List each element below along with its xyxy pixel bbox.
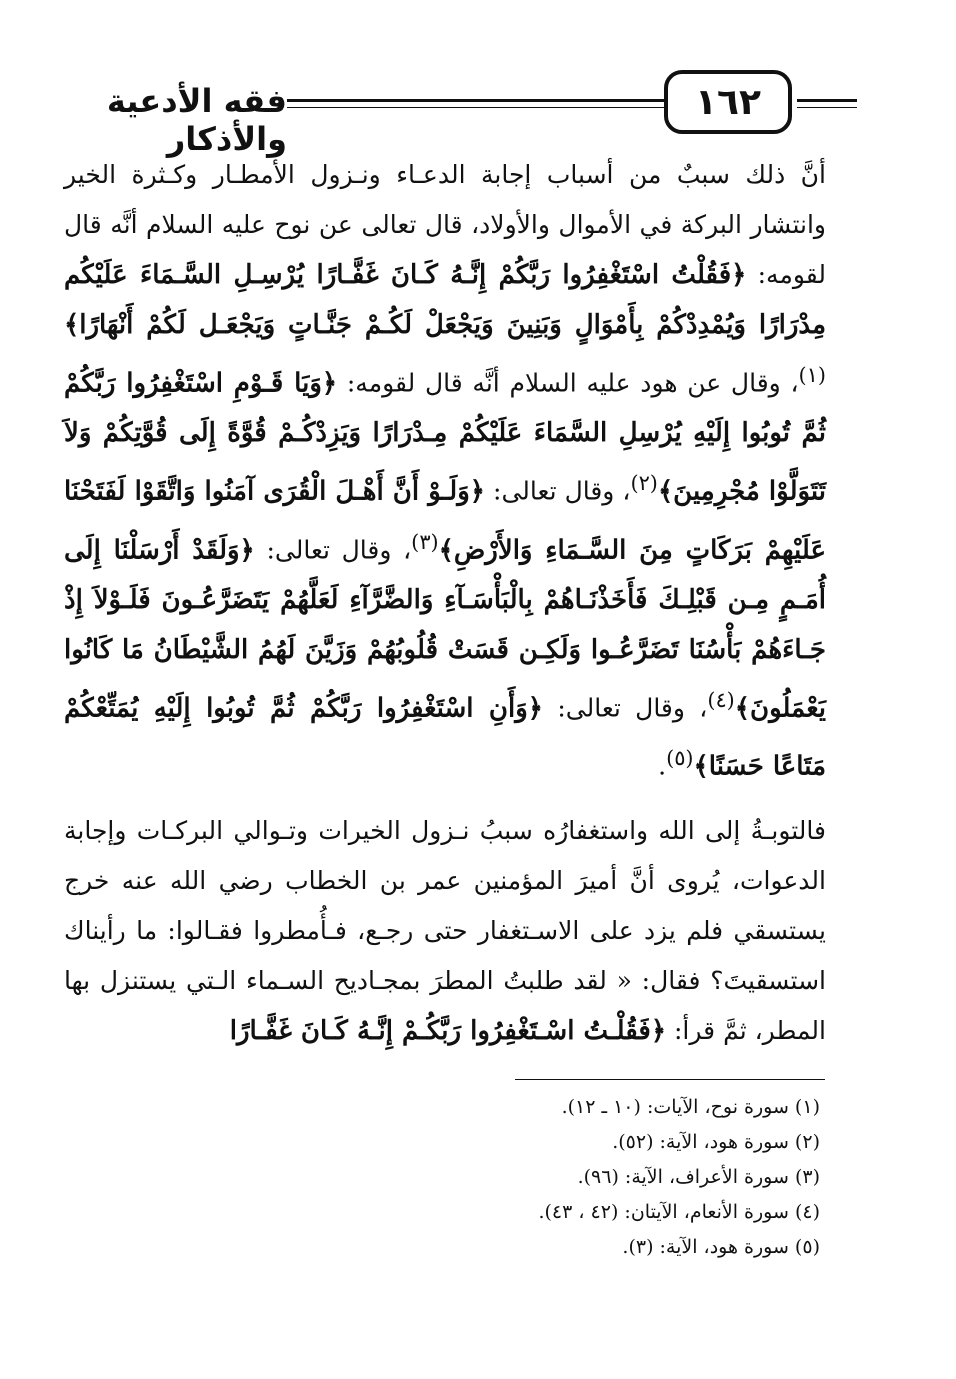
- footnote: (٣) سورة الأعراف، الآية: (٩٦).: [577, 1166, 820, 1188]
- footnote-ref: (١): [798, 363, 826, 387]
- quran-verse: ﴿وَأَنِ اسْتَغْفِرُوا رَبَّكُمْ ثُمَّ تُوبُوا إِلَيْهِ يُمَتِّعْكُمْ مَتَاعًا حَسَنًا﴾: [64, 693, 826, 782]
- footnote-ref: (٥): [666, 746, 694, 771]
- footnote: (٢) سورة هود، الآية: (٥٢).: [612, 1131, 820, 1153]
- footnote-ref: (٢): [630, 471, 658, 496]
- quran-verse: ﴿فَقُلْتُ اسْتَغْفِرُوا رَبَّكُمْ إِنَّـهُ كَـانَ غَفَّـارًا يُرْسِـلِ السَّـمَاءَ عَلَيْكُم مِدْرَارًا وَيُمْدِدْكُمْ بِأَمْوَالٍ وَبَنِينَ وَيَجْعَلْ لَكُـمْ جَنَّـاتٍ وَيَجْعَـل لَكُمْ أَنْهَارًا﴾: [64, 260, 826, 340]
- footnote-ref: (٤): [707, 687, 735, 712]
- text-segment: أنَّ ذلك سببٌ من أسباب إجابة الدعـاء ونـزول الأمطـار وكـثرة الخير وانتشار البركة في الأموال والأولاد، قال تعالى عن نوح عليه السلام أنَّه قال لقومه:: [64, 160, 827, 289]
- page-header: [32, 62, 922, 158]
- quran-verse: ﴿وَيَا قَـوْمِ اسْتَغْفِرُوا رَبَّكُمْ ثُمَّ تُوبُوا إِلَيْهِ يُرْسِلِ السَّمَاءَ عَلَيْكُمْ مِـدْرَارًا وَيَزِدْكُـمْ قُوَّةً إِلَى قُوَّتِكُمْ وَلاَ تَتَوَلَّوْا مُجْرِمِينَ﴾: [64, 368, 827, 507]
- footnote-separator: [515, 1079, 825, 1080]
- book-title: فقه الأدعية والأذكار: [106, 82, 287, 158]
- text-segment: فالتوبـةُ إلى الله واستغفارُه سببُ نـزول الخيرات وتـوالي البركـات وإجابة الدعوات، يُروى أنَّ أميرَ المؤمنين عمر بن الخطاب رضي الله عنه خرج يستسقي فلم يزد على الاسـتغفار حتى رجـع، فـأُمطروا فقـالوا: ما رأيناك استسقيتَ؟ فقال: « لقد طلبتُ المطرَ بمجـاديح السـماء الـتي يستنزل بها المطر، ثمَّ قرأ:: [64, 815, 826, 1045]
- page-number: ١٦٢: [664, 70, 792, 134]
- text-segment: .: [658, 751, 667, 781]
- footnote-ref: (٣): [411, 529, 439, 554]
- header-rule-left: [287, 99, 692, 108]
- text-segment: ، وقال تعالى:: [254, 534, 412, 564]
- text-segment: ، وقال عن هود عليه السلام أنَّه قال لقومه:: [337, 368, 799, 398]
- header-rule-right: [797, 99, 857, 108]
- footnote: (١) سورة نوح، الآيات: (١٠ ـ ١٢).: [561, 1096, 820, 1118]
- quran-verse: ﴿وَلَـوْ أَنَّ أَهْـلَ الْقُرَى آمَنُوا وَاتَّقَوْا لَفَتَحْنَا عَلَيْهِمْ بَرَكَاتٍ مِنَ السَّـمَاءِ وَالأَرْضِ﴾: [64, 476, 826, 565]
- paragraph-1: [64, 150, 826, 792]
- footnotes: [300, 1090, 820, 1265]
- paragraph-2: [64, 806, 826, 1056]
- footnote: (٥) سورة هود، الآية: (٣).: [622, 1236, 820, 1258]
- text-segment: ، وقال تعالى:: [543, 693, 708, 723]
- text-segment: ، وقال تعالى:: [485, 476, 631, 506]
- quran-verse: ﴿فَقُلْـتُ اسْـتَغْفِرُوا رَبَّكُـمْ إِنَّـهُ كَـانَ غَفَّـارًا: [229, 1015, 667, 1046]
- footnote: (٤) سورة الأنعام، الآيتان: (٤٢ ، ٤٣).: [538, 1201, 820, 1223]
- quran-verse: ﴿وَلَقَدْ أَرْسَلْنَا إِلَى أُمَـمٍ مِـن قَبْلِـكَ فَأَخَذْنَـاهُمْ بِالْبَأْسَـآءِ وَالضَّرَّآءِ لَعَلَّهُمْ يَتَضَرَّعُـونَ فَلَـوْلاَ إِذْ جَـاءَهُمْ بَأْسُنَا تَضَرَّعُـوا وَلَكِـن قَسَتْ قُلُوبُهُمْ وَزَيَّنَ لَهُمُ الشَّيْطَانُ مَا كَانُوا يَعْمَلُونَ﴾: [64, 534, 826, 724]
- main-text: [64, 150, 826, 1070]
